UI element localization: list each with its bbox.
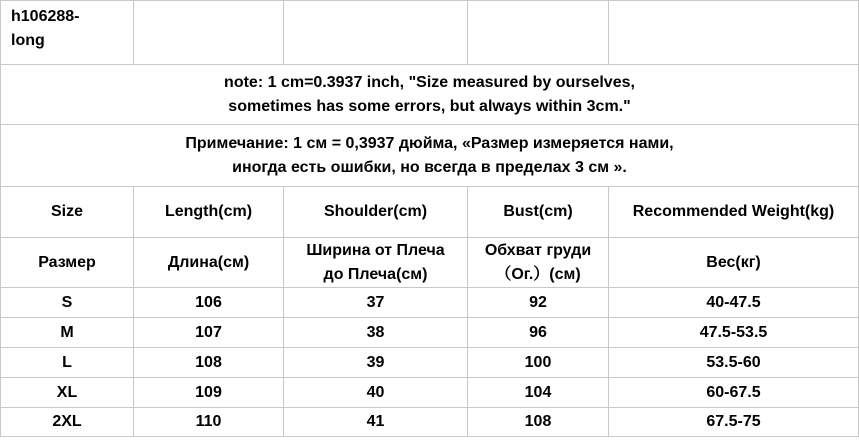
table-row <box>1 378 859 408</box>
header-shoulder-ru <box>284 238 468 288</box>
note-english-row <box>1 65 859 125</box>
header-bust-ru <box>468 238 609 288</box>
header-bust-ru-line-1: Обхват груди <box>484 241 592 259</box>
bust-cell: 100 <box>468 348 609 378</box>
header-weight-ru: Вес(кг) <box>609 238 859 288</box>
weight-cell: 40-47.5 <box>609 288 859 318</box>
header-size: Size <box>1 187 134 238</box>
table-row <box>1 348 859 378</box>
bust-cell: 104 <box>468 378 609 408</box>
size-cell: L <box>1 348 134 378</box>
product-code-line-1: h106288- <box>11 8 80 25</box>
header-length-ru: Длина(см) <box>134 238 284 288</box>
weight-cell: 53.5-60 <box>609 348 859 378</box>
length-cell: 106 <box>134 288 284 318</box>
note-russian-line-2: иногда есть ошибки, но всегда в пределах 3 см ». <box>232 158 627 176</box>
size-cell: M <box>1 318 134 348</box>
bust-cell: 108 <box>468 408 609 437</box>
header-shoulder: Shoulder(cm) <box>284 187 468 238</box>
weight-cell: 67.5-75 <box>609 408 859 437</box>
bust-cell: 96 <box>468 318 609 348</box>
header-shoulder-ru-line-2: до Плеча(см) <box>323 265 428 283</box>
size-cell: 2XL <box>1 408 134 437</box>
header-size-ru: Размер <box>1 238 134 288</box>
header-weight: Recommended Weight(kg) <box>609 187 859 238</box>
table-row <box>1 318 859 348</box>
length-cell: 107 <box>134 318 284 348</box>
shoulder-cell: 39 <box>284 348 468 378</box>
note-english-line-2: sometimes has some errors, but always within 3cm." <box>228 97 631 115</box>
note-english <box>1 65 859 125</box>
weight-cell: 60-67.5 <box>609 378 859 408</box>
product-code-row <box>1 1 859 65</box>
header-shoulder-ru-line-1: Ширина от Плеча <box>306 241 445 259</box>
weight-cell: 47.5-53.5 <box>609 318 859 348</box>
length-cell: 108 <box>134 348 284 378</box>
note-russian <box>1 125 859 187</box>
empty-cell <box>468 1 609 65</box>
product-code-line-2: long <box>11 32 45 49</box>
table-row <box>1 408 859 437</box>
size-cell: XL <box>1 378 134 408</box>
note-russian-row <box>1 125 859 187</box>
note-english-line-1: note: 1 cm=0.3937 inch, "Size measured by ourselves, <box>224 73 635 91</box>
bust-cell: 92 <box>468 288 609 318</box>
size-cell: S <box>1 288 134 318</box>
length-cell: 110 <box>134 408 284 437</box>
shoulder-cell: 41 <box>284 408 468 437</box>
empty-cell <box>134 1 284 65</box>
empty-cell <box>284 1 468 65</box>
shoulder-cell: 38 <box>284 318 468 348</box>
header-english-row <box>1 187 859 238</box>
note-russian-line-1: Примечание: 1 см = 0,3937 дюйма, «Размер измеряется нами, <box>185 134 674 152</box>
shoulder-cell: 40 <box>284 378 468 408</box>
empty-cell <box>609 1 859 65</box>
length-cell: 109 <box>134 378 284 408</box>
header-russian-row <box>1 238 859 288</box>
shoulder-cell: 37 <box>284 288 468 318</box>
header-bust-ru-line-2: （Ог.）(см) <box>495 265 581 283</box>
header-length: Length(cm) <box>134 187 284 238</box>
product-code-cell <box>1 1 134 65</box>
table-row <box>1 288 859 318</box>
header-bust: Bust(cm) <box>468 187 609 238</box>
